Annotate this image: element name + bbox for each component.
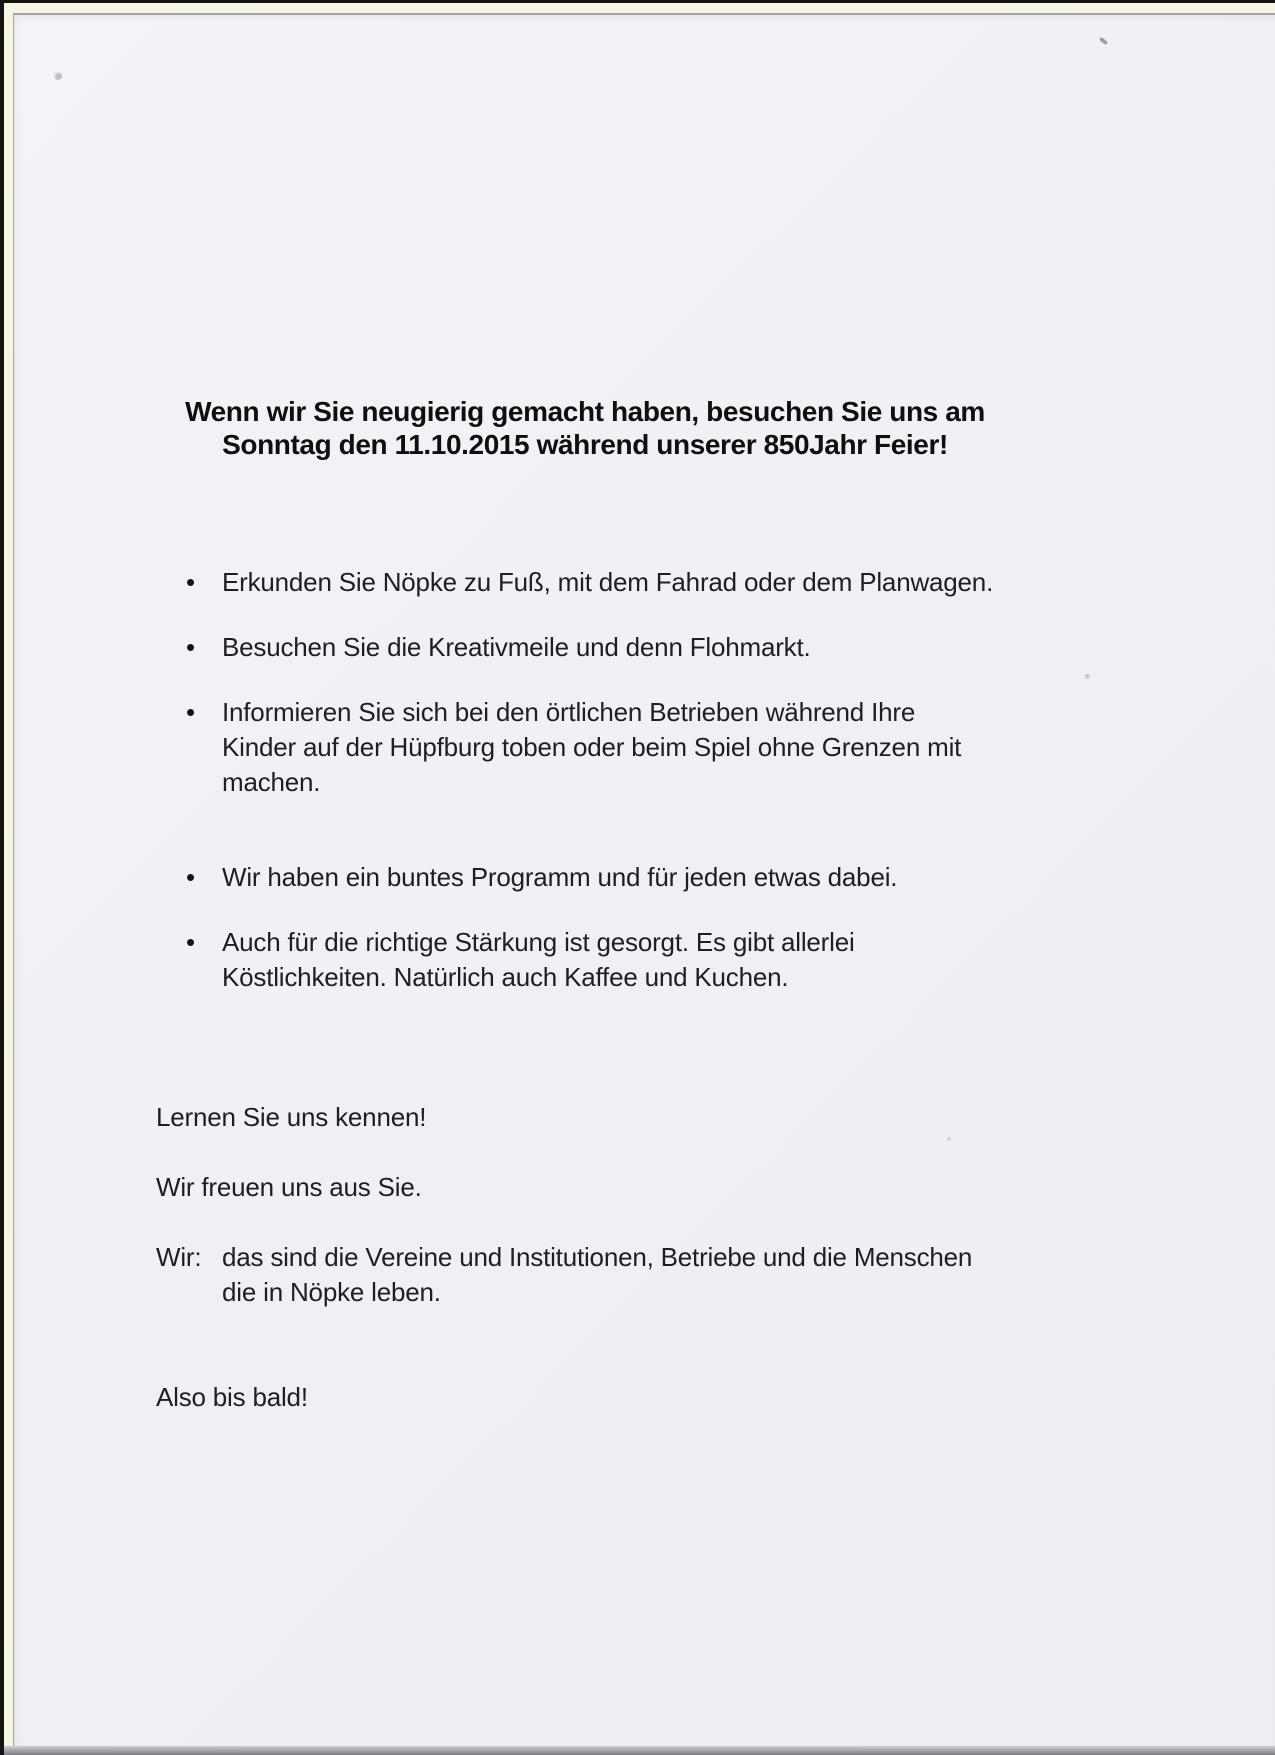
wir-label: Wir: [156,1242,202,1272]
list-item [186,860,1016,895]
bullet-dot-icon: • [186,632,195,662]
scan-artifact [947,1137,951,1141]
list-item-text: Erkunden Sie Nöpke zu Fuß, mit dem Fahrad oder dem Planwagen. [222,567,994,597]
list-item-text: Auch für die richtige Stärkung ist gesorgt. Es gibt allerlei Köstlichkeiten. Natürlich auch Kaffee und Kuchen. [222,927,855,992]
heading-line-1: Wenn wir Sie neugierig gemacht haben, besuchen Sie uns am [185,396,985,427]
list-item [186,565,1016,600]
heading-line-2: Sonntag den 11.10.2015 während unserer 850Jahr Feier! [222,429,948,460]
bullet-list [186,565,1016,995]
list-item [186,630,1016,665]
bullet-dot-icon: • [186,927,195,957]
list-item [186,925,1016,995]
bullet-dot-icon: • [186,697,195,727]
list-item-text: Besuchen Sie die Kreativmeile und denn Flohmarkt. [222,632,811,662]
paragraph-wir [156,1240,972,1310]
scan-artifact [1099,37,1109,46]
paragraph-closing: Also bis bald! [156,1382,308,1412]
bullet-dot-icon: • [186,567,195,597]
bullet-dot-icon: • [186,862,195,892]
list-item [186,695,1016,800]
wir-text: das sind die Vereine und Institutionen, Betriebe und die Menschen die in Nöpke leben. [222,1242,973,1307]
scan-artifact [54,72,62,80]
list-item-text: Informieren Sie sich bei den örtlichen Betrieben während Ihre Kinder auf der Hüpfburg toben oder beim Spiel ohne Grenzen mit machen. [222,697,962,797]
scan-edge-bottom [4,1746,1275,1755]
list-item-text: Wir haben ein buntes Programm und für jeden etwas dabei. [222,862,898,892]
paragraph-kennen: Lernen Sie uns kennen! [156,1102,427,1132]
document-heading [140,395,1030,461]
paragraph-freuen: Wir freuen uns aus Sie. [156,1172,422,1202]
scan-artifact [1085,674,1090,679]
